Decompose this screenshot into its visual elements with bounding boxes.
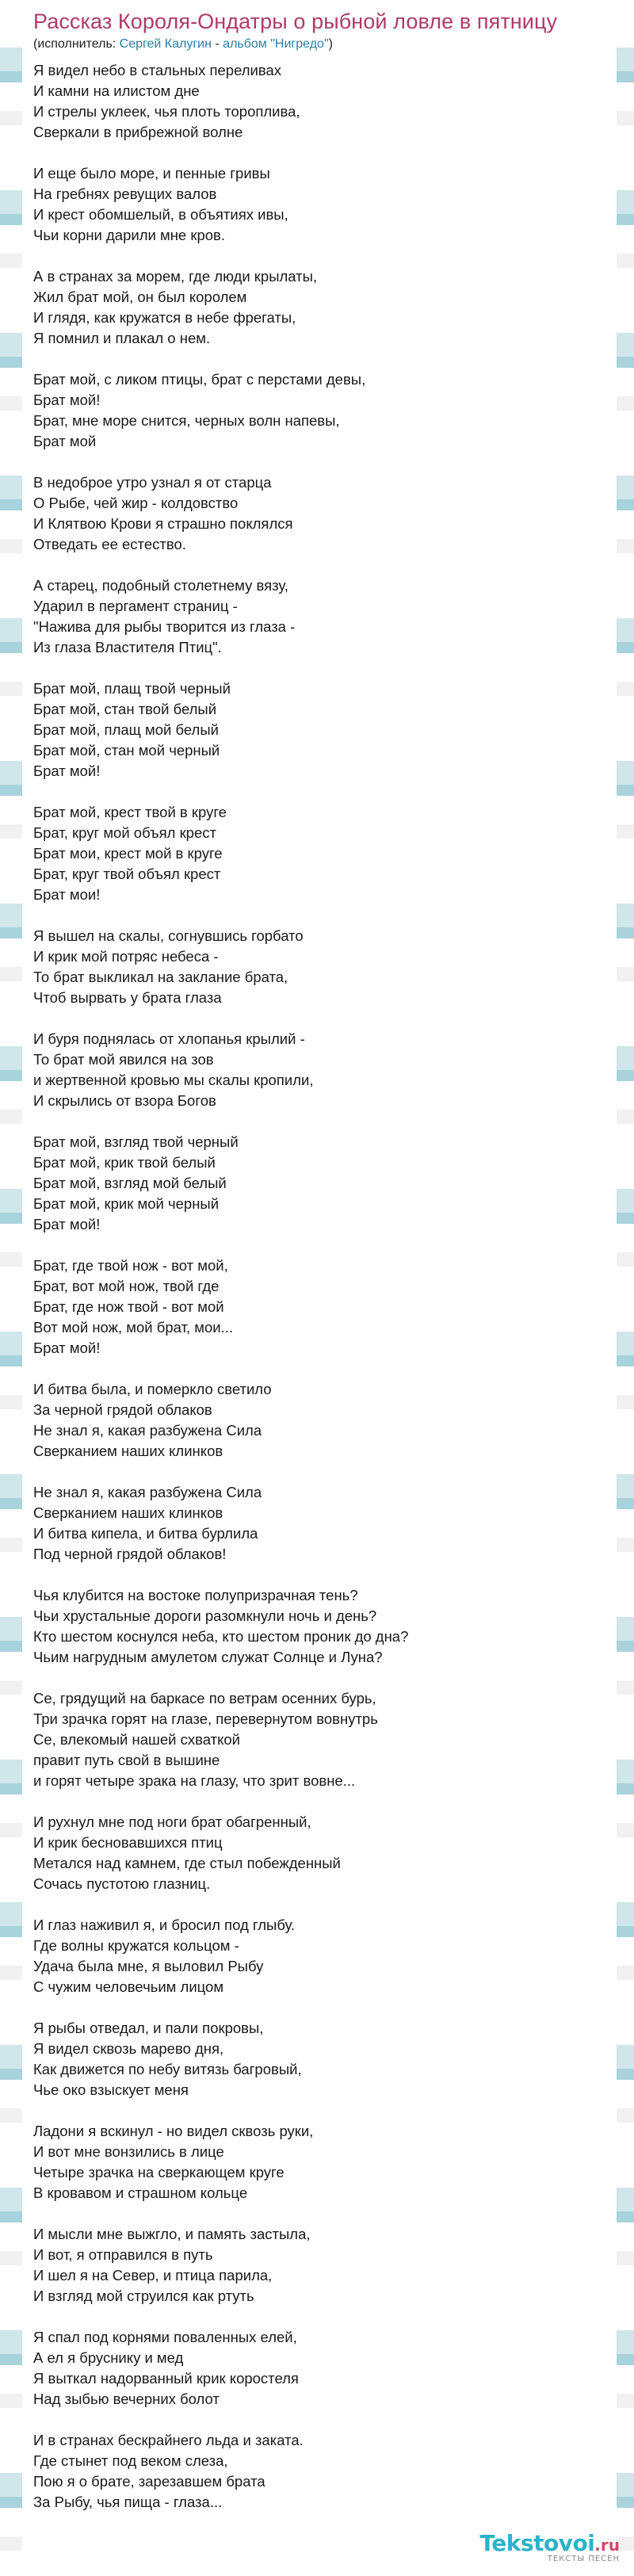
lyric-line: За Рыбу, чья пища - глаза... <box>33 2494 223 2510</box>
lyric-line: Брат, где нож твой - вот мой <box>33 1298 224 1315</box>
lyric-line: Пою я о брате, зарезавшем брата <box>33 2473 265 2490</box>
lyric-line: Метался над камнем, где стыл побежденный <box>33 1855 341 1871</box>
lyric-line: Кто шестом коснулся неба, кто шестом проник до дна? <box>33 1628 409 1645</box>
stanza <box>33 2430 617 2513</box>
stanza <box>33 2327 617 2410</box>
lyric-line: Чьи корни дарили мне кров. <box>33 227 225 243</box>
lyric-line: О Рыбе, чей жир - колдовство <box>33 495 239 511</box>
lyric-line: То брат выкликал на заклание брата, <box>33 969 288 985</box>
lyric-line: Как движется по небу витязь багровый, <box>33 2061 302 2077</box>
lyric-line: И битва кипела, и битва бурлила <box>33 1525 258 1542</box>
stanza <box>33 1585 617 1668</box>
lyric-line: Брат мой, плащ твой черный <box>33 680 231 697</box>
lyric-line: Брат, мне море снится, черных волн напевы, <box>33 412 340 429</box>
lyric-line: Брат мой, стан твой белый <box>33 701 217 717</box>
lyric-line: И шел я на Север, и птица парила, <box>33 2267 273 2284</box>
performer-suffix: ) <box>328 37 333 51</box>
lyric-line: Брат, круг твой объял крест <box>33 866 221 882</box>
lyric-line: Брат, вот мой нож, твой где <box>33 1278 220 1294</box>
lyric-line: И скрылись от взора Богов <box>33 1092 216 1109</box>
logo-main-text: Tekstovoi <box>479 2530 595 2556</box>
lyric-line: Вот мой нож, мой брат, мои... <box>33 1319 233 1336</box>
lyric-line: Брат мой! <box>33 762 101 779</box>
stanza <box>33 60 617 143</box>
stanza <box>33 2121 617 2203</box>
stanza <box>33 926 617 1008</box>
lyric-line: И камни на илистом дне <box>33 82 200 99</box>
lyric-line: Брат мой, крест твой в круге <box>33 804 227 820</box>
lyric-line: Сочась пустотою глазниц. <box>33 1875 211 1892</box>
lyric-line: То брат мой явился на зов <box>33 1051 214 1068</box>
stanza <box>33 575 617 658</box>
lyric-line: Над зыбью вечерних болот <box>33 2391 220 2407</box>
lyric-line: Я видел небо в стальных переливах <box>33 62 282 78</box>
lyric-line: И битва была, и померкло светило <box>33 1381 272 1397</box>
artist-link[interactable]: Сергей Калугин <box>119 37 212 51</box>
lyric-line: Ладони я вскинул - но видел сквозь руки, <box>33 2123 314 2139</box>
lyric-line: Жил брат мой, он был королем <box>33 289 247 305</box>
lyric-line: Я помнил и плакал о нем. <box>33 330 211 346</box>
lyric-line: Брат мой, крик твой белый <box>33 1154 216 1171</box>
stanza <box>33 1482 617 1565</box>
lyric-line: Три зрачка горят на глазе, перевернутом вовнутрь <box>33 1710 378 1727</box>
lyric-line: И крик бесновавшихся птиц <box>33 1834 223 1851</box>
lyric-line: И взгляд мой струился как ртуть <box>33 2287 254 2304</box>
lyric-line: С чужим человечьим лицом <box>33 1978 224 1995</box>
lyric-line: Где волны кружатся кольцом - <box>33 1937 239 1954</box>
lyric-line: В кровавом и страшном кольце <box>33 2184 248 2201</box>
lyric-line: Чьи хрустальные дороги разомкнули ночь и день? <box>33 1607 377 1624</box>
lyric-line: А ел я бруснику и мед <box>33 2349 184 2366</box>
lyric-line: Отведать ее естество. <box>33 536 186 552</box>
stanza <box>33 369 617 452</box>
lyric-line: Брат мой, крик мой черный <box>33 1195 220 1212</box>
lyric-line: Четыре зрачка на сверкающем круге <box>33 2164 285 2180</box>
lyric-line: И крест обомшелый, в объятиях ивы, <box>33 206 288 223</box>
lyric-line: и жертвенной кровью мы скалы кропили, <box>33 1072 314 1088</box>
lyric-line: И стрелы уклеек, чья плоть тороплива, <box>33 103 300 120</box>
lyric-line: И мысли мне выжгло, и память застыла, <box>33 2226 311 2242</box>
site-logo[interactable] <box>479 2530 620 2563</box>
stanza <box>33 1812 617 1894</box>
stanza <box>33 1915 617 1997</box>
stanza <box>33 163 617 246</box>
stanza <box>33 1688 617 1791</box>
lyric-line: Брат мой, с ликом птицы, брат с перстами девы, <box>33 371 366 388</box>
lyric-line: Чтоб вырвать у брата глаза <box>33 989 222 1006</box>
lyric-line: Под черной грядой облаков! <box>33 1546 227 1562</box>
lyric-line: Я выткал надорванный крик коростеля <box>33 2370 299 2387</box>
lyric-line: И глаз наживил я, и бросил под глыбу. <box>33 1917 296 1933</box>
lyrics-body <box>33 60 617 2513</box>
lyric-line: И вот, я отправился в путь <box>33 2246 213 2263</box>
stanza <box>33 1379 617 1462</box>
lyric-line: В недоброе утро узнал я от старца <box>33 474 272 491</box>
lyric-line: Брат мой, взгляд твой черный <box>33 1133 239 1150</box>
lyric-line: Я рыбы отведал, и пали покровы, <box>33 2020 264 2036</box>
lyric-line: "Нажива для рыбы творится из глаза - <box>33 618 296 635</box>
lyric-line: Брат мой! <box>33 1216 101 1233</box>
lyric-line: Брат, круг мой объял крест <box>33 824 216 841</box>
stanza <box>33 266 617 349</box>
lyric-line: А старец, подобный столетнему вязу, <box>33 577 288 594</box>
lyric-line: Чье око взыскует меня <box>33 2081 189 2098</box>
lyric-line: И крик мой потряс небеса - <box>33 948 219 965</box>
lyric-line: Брат мой! <box>33 1340 101 1356</box>
lyric-line: И буря поднялась от хлопанья крылий - <box>33 1030 305 1047</box>
lyric-line: Я вышел на скалы, согнувшись горбато <box>33 927 304 944</box>
lyric-line: Брат мой, взгляд мой белый <box>33 1175 227 1191</box>
lyric-line: Брат мой, стан мой черный <box>33 742 220 759</box>
stanza <box>33 472 617 555</box>
album-link[interactable]: альбом "Нигредо" <box>223 37 329 51</box>
lyric-line: Сверкали в прибрежной волне <box>33 124 243 140</box>
performer-prefix: (исполнитель: <box>33 37 120 51</box>
lyric-line: Я видел сквозь марево дня, <box>33 2040 224 2057</box>
lyric-line: и горят четыре зрака на глазу, что зрит вовне... <box>33 1772 356 1789</box>
lyric-line: Сверканием наших клинков <box>33 1504 223 1521</box>
stanza <box>33 2018 617 2100</box>
lyric-line: правит путь свой в вышине <box>33 1752 220 1768</box>
lyric-line: И рухнул мне под ноги брат обагренный, <box>33 1814 311 1830</box>
stanza <box>33 1256 617 1359</box>
lyric-line: Удача была мне, я выловил Рыбу <box>33 1958 264 1974</box>
lyric-line: Брат мои, крест мой в круге <box>33 845 223 862</box>
lyric-line: На гребнях ревущих валов <box>33 185 217 202</box>
lyric-line: Брат мои! <box>33 886 101 903</box>
lyric-line: И глядя, как кружатся в небе фрегаты, <box>33 309 296 326</box>
song-title: Рассказ Короля-Ондатры о рыбной ловле в пятницу <box>33 10 558 33</box>
lyric-line: Я спал под корнями поваленных елей, <box>33 2329 297 2345</box>
lyric-line: Не знал я, какая разбужена Сила <box>33 1484 262 1500</box>
lyric-line: Брат мой! <box>33 392 101 408</box>
lyric-line: Ударил в пергамент страниц - <box>33 598 238 614</box>
lyric-line: И Клятвою Крови я страшно поклялся <box>33 515 293 532</box>
lyric-line: Се, влекомый нашей схваткой <box>33 1731 241 1748</box>
lyric-line: Где стынет под веком слеза, <box>33 2452 228 2469</box>
lyric-line: Брат, где твой нож - вот мой, <box>33 1257 228 1274</box>
lyric-line: Брат мой <box>33 433 97 449</box>
stanza <box>33 678 617 782</box>
lyric-line: И вот мне вонзились в лице <box>33 2143 224 2160</box>
logo-subtitle: ТЕКСТЫ ПЕСЕН <box>547 2555 620 2563</box>
lyric-line: Брат мой, плащ мой белый <box>33 721 219 738</box>
lyric-line: Не знал я, какая разбужена Сила <box>33 1422 262 1439</box>
lyric-line: За черной грядой облаков <box>33 1401 212 1418</box>
logo-tld-text: .ru <box>594 2536 620 2555</box>
performer-line <box>33 36 617 52</box>
lyric-line: Чья клубится на востоке полупризрачная тень? <box>33 1587 358 1603</box>
lyric-line: Сверканием наших клинков <box>33 1443 223 1459</box>
stanza <box>33 1029 617 1111</box>
stanza <box>33 802 617 905</box>
lyrics-page <box>22 0 617 2576</box>
lyric-line: Чьим нагрудным амулетом служат Солнце и Луна? <box>33 1649 383 1665</box>
lyric-line: А в странах за морем, где люди крылаты, <box>33 268 318 285</box>
lyric-line: И в странах бескрайнего льда и заката. <box>33 2432 304 2448</box>
lyric-line: И еще было море, и пенные гривы <box>33 165 270 182</box>
album-separator: - <box>211 37 223 51</box>
lyric-line: Се, грядущий на баркасе по ветрам осенних бурь, <box>33 1690 376 1707</box>
lyric-line: Из глаза Властителя Птиц". <box>33 639 222 655</box>
stanza <box>33 1132 617 1235</box>
stanza <box>33 2224 617 2307</box>
